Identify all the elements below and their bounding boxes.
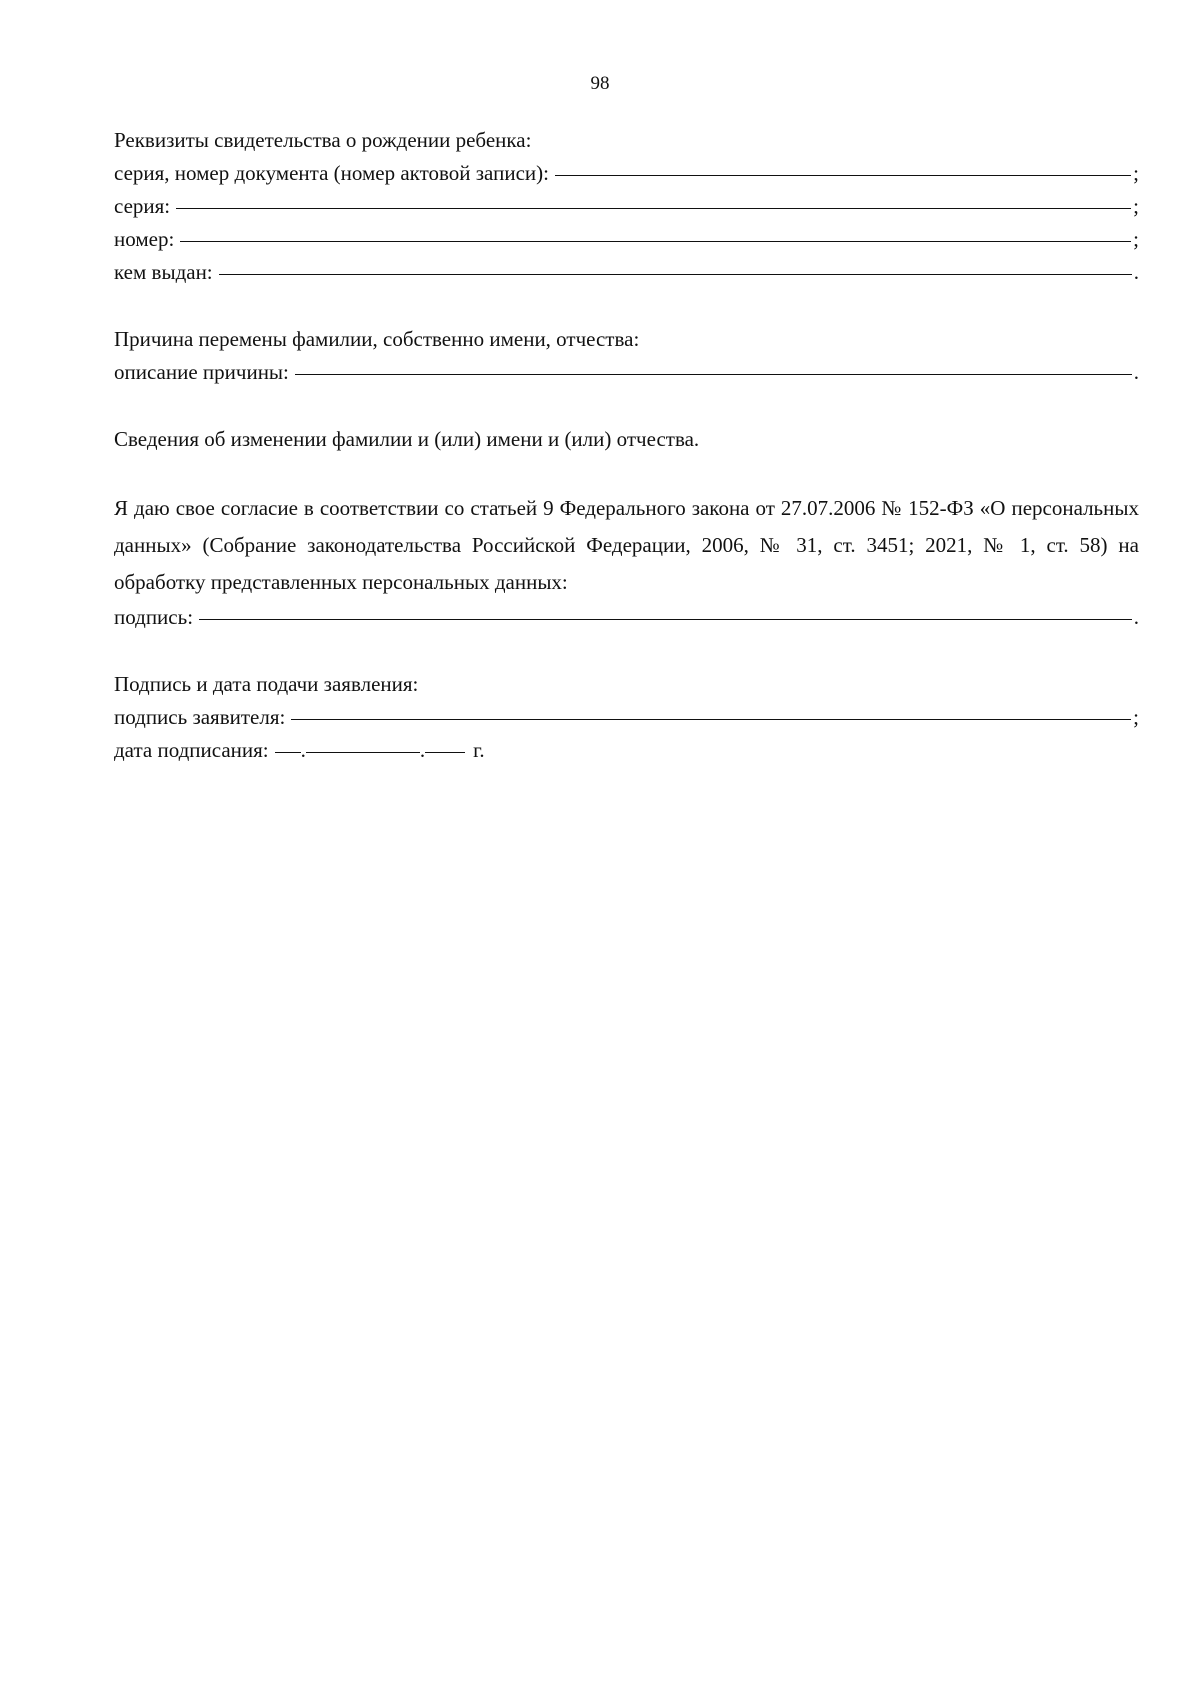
form-content bbox=[114, 124, 1139, 767]
blank-line[interactable] bbox=[219, 273, 1132, 275]
signing-date-field[interactable] bbox=[114, 734, 1139, 767]
signature-block-heading bbox=[114, 668, 1139, 701]
birth-certificate-heading bbox=[114, 124, 1139, 157]
section-heading: Подпись и дата подачи заявления: bbox=[114, 672, 419, 696]
field-label: серия: bbox=[114, 194, 171, 218]
reason-description-field[interactable] bbox=[114, 356, 1139, 389]
blank-line[interactable] bbox=[291, 718, 1131, 720]
consent-text: Я даю свое согласие в соответствии со статьей 9 Федерального закона от 27.07.2006 № 152-ФЗ «О персональных данных» (Собрание законодательства Российской Федерации, 2006, № 31, ст. 3451; 2021, № 1, ст. 58) на обработку представленных персональных данных: bbox=[114, 496, 1139, 594]
field-end-mark: . bbox=[1133, 260, 1139, 284]
change-info-heading bbox=[114, 423, 1139, 456]
field-label: подпись: bbox=[114, 605, 194, 629]
series-field[interactable] bbox=[114, 190, 1139, 223]
field-label: серия, номер документа (номер актовой записи): bbox=[114, 161, 549, 185]
field-end-mark: . bbox=[1133, 605, 1139, 629]
section-heading: Реквизиты свидетельства о рождении ребенка: bbox=[114, 128, 532, 152]
field-label: номер: bbox=[114, 227, 175, 251]
field-label: описание причины: bbox=[114, 360, 289, 384]
number-field[interactable] bbox=[114, 223, 1139, 256]
page-number: 98 bbox=[590, 73, 610, 94]
field-end-mark: ; bbox=[1133, 705, 1139, 729]
day-blank[interactable] bbox=[275, 751, 301, 753]
blank-line[interactable] bbox=[555, 174, 1131, 176]
issued-by-field[interactable] bbox=[114, 256, 1139, 289]
date-separator: . bbox=[419, 738, 426, 762]
document-series-number-field[interactable] bbox=[114, 157, 1139, 190]
reason-heading bbox=[114, 323, 1139, 356]
field-label: дата подписания: bbox=[114, 738, 269, 762]
field-end-mark: . bbox=[1133, 360, 1139, 384]
year-blank[interactable] bbox=[425, 751, 465, 753]
blank-line[interactable] bbox=[180, 240, 1131, 242]
applicant-signature-field[interactable] bbox=[114, 701, 1139, 734]
field-end-mark: ; bbox=[1133, 227, 1139, 251]
field-end-mark: ; bbox=[1133, 161, 1139, 185]
section-heading: Причина перемены фамилии, собственно имени, отчества: bbox=[114, 327, 640, 351]
month-blank[interactable] bbox=[306, 751, 420, 753]
field-end-mark: ; bbox=[1133, 194, 1139, 218]
consent-signature-field[interactable] bbox=[114, 601, 1139, 634]
blank-line[interactable] bbox=[176, 207, 1131, 209]
date-separator: . bbox=[300, 738, 306, 762]
blank-line[interactable] bbox=[295, 373, 1132, 375]
field-label: кем выдан: bbox=[114, 260, 213, 284]
field-label: подпись заявителя: bbox=[114, 705, 286, 729]
section-heading: Сведения об изменении фамилии и (или) имени и (или) отчества. bbox=[114, 427, 700, 451]
year-suffix: г. bbox=[473, 738, 485, 762]
blank-line[interactable] bbox=[199, 618, 1132, 620]
